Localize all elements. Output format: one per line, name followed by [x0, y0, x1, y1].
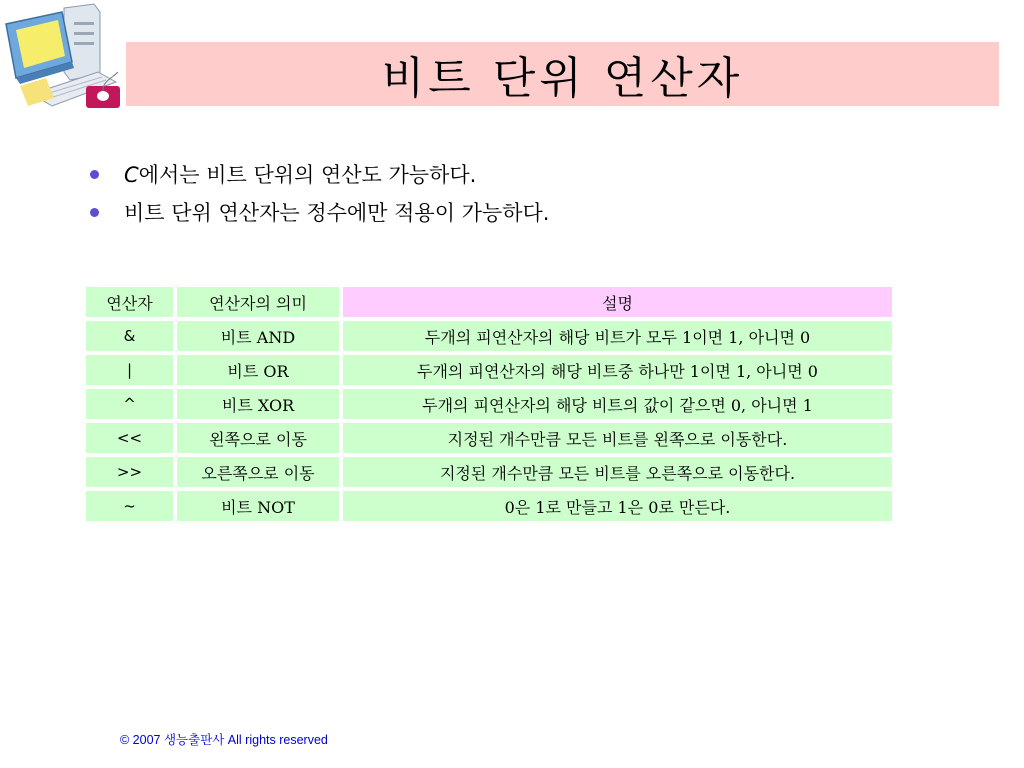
- operator-table: [82, 283, 896, 525]
- operator-cell: ~: [86, 491, 173, 521]
- table-header-row: [86, 287, 892, 317]
- meaning-cell: 비트 XOR: [177, 389, 339, 419]
- meaning-cell: 오른쪽으로 이동: [177, 457, 339, 487]
- page-title: 비트 단위 연산자: [381, 53, 744, 104]
- bullet-text: 비트 단위 연산자는 정수에만 적용이 가능하다.: [124, 201, 550, 225]
- meaning-cell: 비트 AND: [177, 321, 339, 351]
- list-item: [88, 194, 549, 232]
- bullet-prefix: C: [124, 163, 139, 187]
- list-item: [88, 156, 549, 194]
- table-row: [86, 321, 892, 351]
- description-cell: 0은 1로 만들고 1은 0로 만든다.: [343, 491, 892, 521]
- description-cell: 지정된 개수만큼 모든 비트를 오른쪽으로 이동한다.: [343, 457, 892, 487]
- bullet-text: 에서는 비트 단위의 연산도 가능하다.: [138, 163, 477, 187]
- title-bar: [126, 42, 999, 106]
- computer-clipart-icon: [2, 2, 126, 110]
- header-description: 설명: [343, 287, 892, 317]
- bullet-icon: [90, 208, 99, 217]
- table-row: [86, 355, 892, 385]
- operator-cell: &: [86, 321, 173, 351]
- header-meaning: 연산자의 의미: [177, 287, 339, 317]
- description-cell: 두개의 피연산자의 해당 비트의 값이 같으면 0, 아니면 1: [343, 389, 892, 419]
- operator-cell: <<: [86, 423, 173, 453]
- meaning-cell: 비트 OR: [177, 355, 339, 385]
- bullet-icon: [90, 170, 99, 179]
- description-cell: 두개의 피연산자의 해당 비트중 하나만 1이면 1, 아니면 0: [343, 355, 892, 385]
- description-cell: 지정된 개수만큼 모든 비트를 왼쪽으로 이동한다.: [343, 423, 892, 453]
- meaning-cell: 왼쪽으로 이동: [177, 423, 339, 453]
- operator-cell: >>: [86, 457, 173, 487]
- table-row: [86, 389, 892, 419]
- table-row: [86, 457, 892, 487]
- bullet-list: [88, 156, 549, 232]
- header-operator: 연산자: [86, 287, 173, 317]
- copyright-footer: © 2007 생능출판사 All rights reserved: [120, 733, 328, 747]
- table-row: [86, 491, 892, 521]
- operator-cell: ^: [86, 389, 173, 419]
- meaning-cell: 비트 NOT: [177, 491, 339, 521]
- table-row: [86, 423, 892, 453]
- operator-cell: |: [86, 355, 173, 385]
- description-cell: 두개의 피연산자의 해당 비트가 모두 1이면 1, 아니면 0: [343, 321, 892, 351]
